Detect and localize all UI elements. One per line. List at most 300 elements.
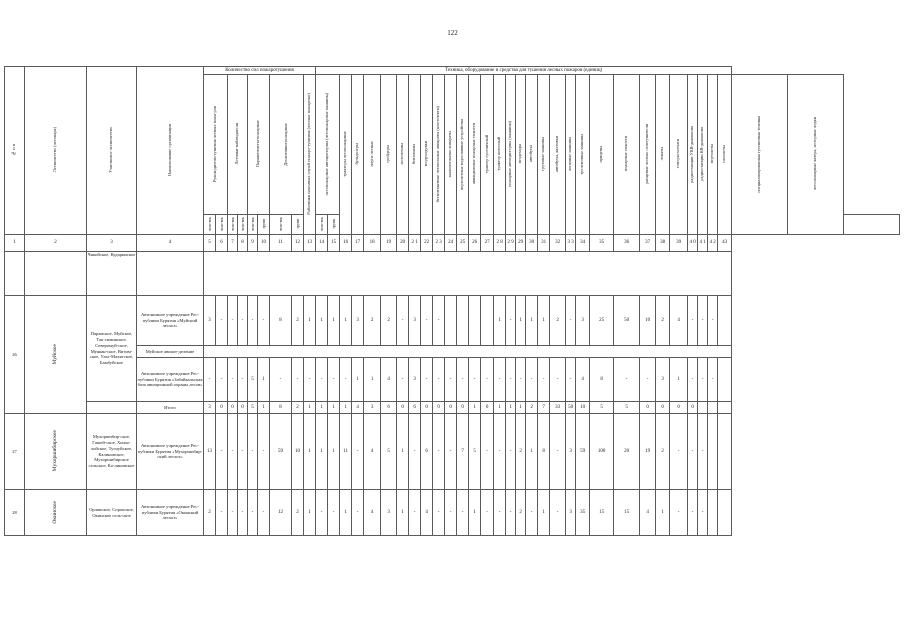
row-continuation — [5, 252, 900, 296]
column-number: 2 8 — [494, 235, 506, 252]
value-cell: 3 — [364, 402, 381, 414]
value-cell: - — [494, 358, 506, 402]
value-cell: 1 — [316, 402, 328, 414]
organization-cell: Автономное учреждение Рес-публики Бурятия «Муйский лесхоз» — [137, 296, 204, 346]
value-cell: 0 — [421, 402, 433, 414]
value-cell: - — [248, 296, 258, 346]
organization-cell: Автономное учреждение Рес-публики Бурятия «Окинский лесхоз» — [137, 490, 204, 536]
value-cell: 2 — [204, 490, 216, 536]
column-number: 11 — [270, 235, 292, 252]
value-cell: - — [494, 490, 506, 536]
value-cell: - — [566, 296, 576, 346]
column-number: 9 — [248, 235, 258, 252]
column-number: 17 — [352, 235, 364, 252]
value-cell: - — [238, 414, 248, 490]
column-number: 2 — [25, 235, 87, 252]
column-number: 36 — [614, 235, 640, 252]
value-cell: 2 — [364, 296, 381, 346]
header-forces-tankers: лесопожарные автоцистерны (лесопожарные машины) — [316, 75, 340, 215]
unit-cell: групп — [292, 215, 304, 235]
value-cell: - — [228, 358, 238, 402]
value-cell — [718, 414, 732, 490]
value-cell: 6 — [421, 414, 433, 490]
value-cell: 5 — [248, 402, 258, 414]
value-cell: - — [216, 490, 228, 536]
value-cell: 2 — [292, 490, 304, 536]
value-cell: 8 — [538, 414, 550, 490]
value-cell: - — [494, 414, 506, 490]
value-cell: - — [204, 358, 216, 402]
value-cell: 12 — [270, 490, 292, 536]
value-cell: - — [670, 490, 688, 536]
value-cell: 1 — [316, 414, 328, 490]
value-cell: - — [481, 414, 494, 490]
column-number: 29 — [516, 235, 526, 252]
value-cell — [718, 296, 732, 346]
value-cell: - — [216, 296, 228, 346]
header-eq-13: пожарные автоцистерны (машины) — [506, 75, 516, 235]
value-cell: 1 — [516, 296, 526, 346]
column-number: 6 — [216, 235, 228, 252]
value-cell: 1 — [516, 402, 526, 414]
value-cell: 10 — [640, 296, 656, 346]
column-number: 5 — [204, 235, 216, 252]
header-eq-26: радиостанции КВ-диапазона — [698, 75, 708, 235]
value-cell: - — [397, 358, 409, 402]
value-cell — [481, 296, 494, 346]
value-cell: 1 — [304, 402, 316, 414]
header-eq-30: лесопожарные катера, моторные лодки — [788, 75, 844, 235]
value-cell: 4 — [421, 490, 433, 536]
header-eq-14: вездеходы — [516, 75, 526, 235]
value-cell: - — [566, 358, 576, 402]
value-cell: 1 — [538, 490, 550, 536]
value-cell: 25 — [590, 296, 614, 346]
value-cell: 1 — [316, 296, 328, 346]
value-cell — [708, 490, 718, 536]
value-cell: - — [708, 358, 718, 402]
value-cell: - — [328, 358, 340, 402]
value-cell: 13 — [204, 414, 216, 490]
column-number: 1 — [5, 235, 25, 252]
value-cell: - — [352, 490, 364, 536]
column-number: 10 — [258, 235, 270, 252]
header-forces-observers: Летчики-наблюдатели — [228, 75, 248, 215]
column-number: 4 2 — [708, 235, 718, 252]
unit-cell — [844, 215, 900, 235]
empty-cell — [87, 402, 137, 414]
value-cell: 1 — [304, 414, 316, 490]
value-cell: - — [538, 358, 550, 402]
organization-cell: Автономное учреждение Рес-публики Бурятия «Мухоршибир-ский лесхоз» — [137, 414, 204, 490]
row-26-org3 — [5, 358, 900, 402]
value-cell: 5 — [614, 402, 640, 414]
value-cell: 0 — [216, 402, 228, 414]
column-number: 37 — [640, 235, 656, 252]
value-cell: - — [433, 358, 445, 402]
value-cell: 1 — [352, 358, 364, 402]
column-number: 12 — [292, 235, 304, 252]
value-cell: 2 — [292, 296, 304, 346]
column-number: 43 — [718, 235, 732, 252]
value-cell: - — [698, 296, 708, 346]
empty-cell — [25, 252, 87, 296]
value-cell: 50 — [566, 402, 576, 414]
value-cell: 1 — [526, 296, 538, 346]
value-cell: 1 — [258, 402, 270, 414]
value-cell: 4 — [352, 402, 364, 414]
value-cell: 0 — [688, 402, 698, 414]
row-number: 27 — [5, 414, 25, 490]
value-cell: - — [433, 414, 445, 490]
value-cell: 5 — [248, 358, 258, 402]
column-number: 34 — [576, 235, 590, 252]
unit-cell: чело-век — [238, 215, 248, 235]
row-number: 26 — [5, 296, 25, 414]
header-eq-2: плуги лесные — [364, 75, 381, 235]
value-cell: 3 — [352, 296, 364, 346]
value-cell — [445, 296, 457, 346]
empty-cell — [5, 252, 25, 296]
value-cell: 2 — [550, 296, 566, 346]
column-number: 15 — [328, 235, 340, 252]
column-number: 25 — [457, 235, 469, 252]
value-cell: 0 — [457, 402, 469, 414]
value-cell: 1 — [340, 490, 352, 536]
value-cell: 2 — [516, 414, 526, 490]
value-cell: 3 — [656, 358, 670, 402]
column-number: 7 — [228, 235, 238, 252]
value-cell: - — [228, 414, 238, 490]
value-cell: 1 — [364, 358, 381, 402]
column-number: 4 — [137, 235, 204, 252]
value-cell: 0 — [238, 402, 248, 414]
value-cell: - — [248, 414, 258, 490]
value-cell: 0 — [433, 402, 445, 414]
header-eq-27: вертолеты — [708, 75, 718, 235]
value-cell: 4 — [364, 490, 381, 536]
header-eq-3: грейдеры — [381, 75, 397, 235]
unit-cell: чело-век — [270, 215, 292, 235]
value-cell: - — [506, 490, 516, 536]
value-cell: 6 — [381, 402, 397, 414]
value-cell: 35 — [576, 490, 590, 536]
row-27 — [5, 414, 900, 490]
unit-cell: групп — [328, 215, 340, 235]
value-cell: - — [481, 358, 494, 402]
value-cell: - — [506, 414, 516, 490]
header-eq-17: автобусы, вахтовки — [550, 75, 566, 235]
row-26-org1 — [5, 296, 900, 346]
value-cell: - — [516, 358, 526, 402]
value-cell: - — [688, 414, 698, 490]
value-cell — [718, 490, 732, 536]
header-eq-9: вертолетные водосливные устройства — [457, 75, 469, 235]
column-number: 31 — [538, 235, 550, 252]
value-cell: - — [688, 490, 698, 536]
unit-cell: чело-век — [228, 215, 238, 235]
subforest-cell: Мухоршибир-ское, Гашей-ское, Хонхо-лойское, Тугнуйское, Калиновское, Мухоршибирское сельское, Ка-линовское — [87, 414, 137, 490]
column-number: 3 3 — [566, 235, 576, 252]
value-cell: - — [316, 490, 328, 536]
column-number: 27 — [481, 235, 494, 252]
value-cell: - — [445, 414, 457, 490]
value-cell: 33 — [550, 402, 566, 414]
value-cell: - — [698, 490, 708, 536]
value-cell: - — [316, 358, 328, 402]
value-cell: - — [258, 490, 270, 536]
column-number: 35 — [590, 235, 614, 252]
value-cell: - — [340, 358, 352, 402]
column-number: 4 0 — [688, 235, 698, 252]
subforest-cell: Орликское, Сорокское, Окинское сель-ское — [87, 490, 137, 536]
value-cell: - — [640, 358, 656, 402]
header-forces-leaders: Руководители тушения лесных пожа-ров — [204, 75, 228, 215]
value-cell: - — [238, 296, 248, 346]
value-cell — [718, 402, 732, 414]
value-cell: 1 — [538, 296, 550, 346]
value-cell: 3 — [204, 296, 216, 346]
forestry-cell: Мухоршибирское — [25, 414, 87, 490]
value-cell: - — [708, 296, 718, 346]
value-cell: - — [216, 358, 228, 402]
value-cell: 1 — [304, 490, 316, 536]
header-eq-21: пожарные емкости — [614, 75, 640, 235]
value-cell: 1 — [340, 402, 352, 414]
header-eq-20: прицепы — [590, 75, 614, 235]
header-forces-paratroopers: Десантники-пожарные — [270, 75, 304, 215]
column-number: 26 — [469, 235, 481, 252]
value-cell: - — [506, 358, 516, 402]
column-number: 8 — [238, 235, 248, 252]
value-cell: 1 — [506, 402, 516, 414]
value-cell — [718, 358, 732, 402]
value-cell: 1 — [526, 414, 538, 490]
value-cell: - — [550, 414, 566, 490]
value-cell: 15 — [590, 490, 614, 536]
value-cell: - — [228, 296, 238, 346]
value-cell: 1 — [494, 296, 506, 346]
value-cell: - — [258, 414, 270, 490]
value-cell: 19 — [640, 414, 656, 490]
empty-cell — [204, 346, 732, 358]
value-cell: 59 — [576, 414, 590, 490]
organization-cell: Автономное учреждение Рес-публики Бурятия «Забайкальская база авиационной охраны лесов» — [137, 358, 204, 402]
value-cell: 7 — [457, 414, 469, 490]
column-number: 2 3 — [433, 235, 445, 252]
value-cell: 0 — [397, 402, 409, 414]
value-cell: 11 — [340, 414, 352, 490]
empty-cell — [137, 252, 204, 296]
value-cell: - — [698, 414, 708, 490]
value-cell: - — [248, 490, 258, 536]
unit-cell: групп — [258, 215, 270, 235]
column-number: 32 — [550, 235, 566, 252]
value-cell: 6 — [409, 402, 421, 414]
value-cell: - — [421, 358, 433, 402]
header-eq-18: легковые машины — [566, 75, 576, 235]
value-cell: - — [238, 490, 248, 536]
column-number: 2 1 — [409, 235, 421, 252]
value-cell: 1 — [469, 402, 481, 414]
value-cell: 2 — [292, 402, 304, 414]
value-cell: 8 — [270, 296, 292, 346]
header-eq-7: бесконтактные летательные аппараты (ком-плекты) — [433, 75, 445, 235]
fire-resources-table — [4, 66, 900, 536]
value-cell: 100 — [590, 414, 614, 490]
column-number: 20 — [397, 235, 409, 252]
header-eq-16: грузовые машины — [538, 75, 550, 235]
value-cell: 10 — [292, 414, 304, 490]
value-cell: - — [409, 490, 421, 536]
value-cell: 0 — [228, 402, 238, 414]
value-cell: - — [457, 358, 469, 402]
unit-cell: чело-век — [216, 215, 228, 235]
value-cell: 2 — [656, 296, 670, 346]
column-number: 38 — [656, 235, 670, 252]
header-eq-6: воздуходувки — [421, 75, 433, 235]
value-cell: 0 — [481, 402, 494, 414]
value-cell: 3 — [409, 296, 421, 346]
value-cell: - — [550, 358, 566, 402]
value-cell: - — [238, 358, 248, 402]
value-cell: - — [258, 296, 270, 346]
value-cell: 3 — [381, 490, 397, 536]
column-number: 13 — [304, 235, 316, 252]
value-cell: 0 — [670, 402, 688, 414]
column-number: 2 9 — [506, 235, 516, 252]
column-number: 16 — [340, 235, 352, 252]
column-number: 24 — [445, 235, 457, 252]
column-number-row — [5, 235, 900, 252]
value-cell: - — [506, 296, 516, 346]
header-eq-8: зажигательные аппараты — [445, 75, 457, 235]
value-cell: - — [270, 358, 292, 402]
value-cell — [457, 296, 469, 346]
unit-cell: чело-век — [248, 215, 258, 235]
header-subforest: Участковое лесничество — [87, 67, 137, 235]
value-cell: - — [397, 296, 409, 346]
value-cell: 4 — [670, 296, 688, 346]
value-cell — [708, 414, 718, 490]
value-cell: 1 — [328, 414, 340, 490]
value-cell: 3 — [204, 402, 216, 414]
header-eq-4: мотопомпы — [397, 75, 409, 235]
total-label: Итого — [137, 402, 204, 414]
value-cell: 3 — [566, 490, 576, 536]
unit-cell: чело-век — [204, 215, 216, 235]
value-cell: - — [445, 358, 457, 402]
value-cell: 0 — [640, 402, 656, 414]
value-cell: 1 — [494, 402, 506, 414]
column-number: 14 — [316, 235, 328, 252]
value-cell: 2 — [516, 490, 526, 536]
value-cell: - — [688, 358, 698, 402]
header-eq-28: самолеты — [718, 75, 732, 235]
value-cell: 4 — [364, 414, 381, 490]
value-cell: - — [469, 358, 481, 402]
column-number: 30 — [526, 235, 538, 252]
value-cell: 3 — [576, 296, 590, 346]
value-cell: - — [445, 490, 457, 536]
forestry-cell: Муйское — [25, 296, 87, 414]
header-num: № п п — [5, 67, 25, 235]
value-cell: - — [614, 358, 640, 402]
value-cell: 1 — [397, 414, 409, 490]
value-cell — [708, 402, 718, 414]
value-cell: - — [526, 358, 538, 402]
column-number: 4 1 — [698, 235, 708, 252]
column-number: 3 — [87, 235, 137, 252]
value-cell: 5 — [469, 414, 481, 490]
value-cell: 2 — [381, 296, 397, 346]
value-cell: 15 — [614, 490, 640, 536]
value-cell: - — [304, 358, 316, 402]
header-eq-22: ранцевые лесные огнетушители — [640, 75, 656, 235]
header-eq-5: бензопилы — [409, 75, 421, 235]
value-cell: - — [216, 414, 228, 490]
value-cell: 1 — [304, 296, 316, 346]
header-forces-parachutists: Парашютисты-пожарные — [248, 75, 270, 215]
value-cell: - — [433, 296, 445, 346]
value-cell: 1 — [328, 296, 340, 346]
value-cell: - — [526, 490, 538, 536]
value-cell: 3 — [566, 414, 576, 490]
value-cell: 20 — [614, 414, 640, 490]
header-eq-29: специализированная гусеничная техника — [732, 75, 788, 235]
value-cell: 10 — [576, 402, 590, 414]
organization-cell: Муйское авиаот-деление — [137, 346, 204, 358]
header-equipment-group: Техника, оборудование и средства для тушения лесных пожаров (единиц) — [316, 67, 732, 75]
value-cell: - — [457, 490, 469, 536]
page-number: 122 — [447, 29, 458, 37]
header-eq-12: трактор колесный — [494, 75, 506, 235]
value-cell: - — [688, 296, 698, 346]
value-cell: 7 — [538, 402, 550, 414]
value-cell: - — [421, 296, 433, 346]
row-28 — [5, 490, 900, 536]
value-cell: 1 — [656, 490, 670, 536]
value-cell: 0 — [656, 402, 670, 414]
value-cell: 4 — [381, 358, 397, 402]
subforest-cell: Чикойское, Кударинское — [87, 252, 137, 296]
header-eq-0: тракторы лесопожарные — [340, 75, 352, 235]
value-cell: 8 — [270, 402, 292, 414]
value-cell: - — [550, 490, 566, 536]
value-cell: 1 — [340, 296, 352, 346]
value-cell — [469, 296, 481, 346]
value-cell: 2 — [656, 414, 670, 490]
header-eq-24: топоры-мотыги — [670, 75, 688, 235]
header-eq-11: трактор гусеничный — [481, 75, 494, 235]
value-cell: - — [698, 358, 708, 402]
header-group-row — [5, 67, 900, 75]
value-cell: - — [292, 358, 304, 402]
column-number: 18 — [364, 235, 381, 252]
value-cell: - — [481, 490, 494, 536]
header-forces-group: Количество сил пожаротушения — [204, 67, 316, 75]
header-forestry: Лесничество (лесопарк) — [25, 67, 87, 235]
value-cell: 1 — [469, 490, 481, 536]
empty-cell — [204, 252, 732, 296]
value-cell: - — [328, 490, 340, 536]
value-cell: 4 — [640, 490, 656, 536]
header-forces-ground: Работники наземных служб пожаро-тушения (лесные пожарные) — [304, 75, 316, 235]
value-cell: - — [670, 414, 688, 490]
value-cell: 59 — [270, 414, 292, 490]
row-26-org2 — [5, 346, 900, 358]
value-cell: 1 — [397, 490, 409, 536]
